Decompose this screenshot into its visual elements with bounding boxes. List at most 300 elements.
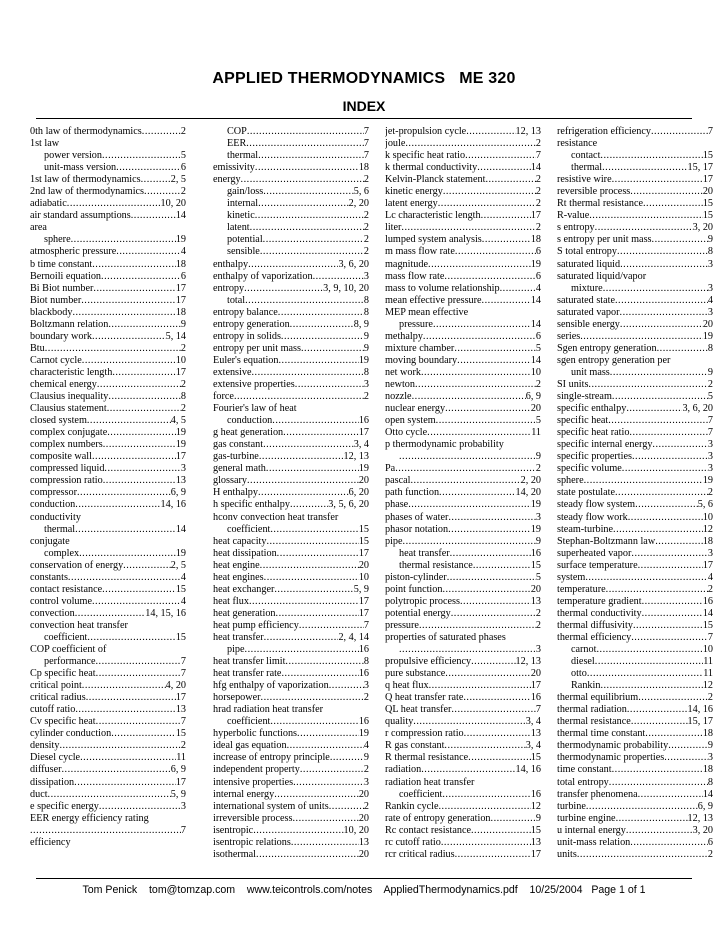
index-entry [385, 801, 541, 813]
leader-dots [577, 849, 708, 861]
leader-dots [93, 283, 175, 295]
index-entry [557, 475, 713, 487]
index-term: chemical energy [30, 378, 97, 390]
index-term: refrigeration efficiency [557, 126, 651, 137]
index-term: series [557, 330, 581, 342]
index-page-ref: 15 [175, 631, 186, 643]
index-entry [557, 415, 713, 427]
index-entry [557, 391, 713, 403]
leader-dots [103, 439, 176, 451]
index-page-ref: 2 [363, 391, 369, 403]
index-term: rc cutoff ratio [385, 836, 441, 848]
leader-dots [142, 126, 181, 138]
index-term: area [30, 222, 47, 234]
index-entry [30, 475, 186, 487]
index-page-ref: 2 [535, 186, 541, 198]
index-page-ref: 2 [180, 126, 186, 137]
footer-divider [36, 878, 692, 879]
index-term: mass flow rate [385, 270, 445, 282]
index-entry [213, 512, 369, 524]
leader-dots [442, 584, 530, 596]
index-page-ref: 3, 4 [525, 716, 541, 728]
index-entry [30, 777, 186, 789]
index-term: newton [385, 378, 415, 390]
leader-dots [588, 379, 707, 391]
index-term: mixture [571, 282, 603, 294]
leader-dots [102, 150, 181, 162]
leader-dots [45, 343, 181, 355]
leader-dots [612, 391, 708, 403]
index-term: complex numbers [30, 439, 103, 451]
index-term: contact [571, 150, 601, 162]
leader-dots [116, 246, 181, 258]
leader-dots [75, 608, 146, 620]
index-entry [557, 138, 713, 150]
page-title: APPLIED THERMODYNAMICS ME 320 [212, 70, 516, 87]
index-term: steady flow system [557, 499, 636, 511]
index-term: piston-cylinder [385, 571, 447, 583]
leader-dots [255, 162, 359, 174]
leader-dots [299, 620, 364, 632]
index-entry [557, 777, 713, 789]
index-term: steam-turbine [557, 523, 614, 535]
index-term: extensive properties [213, 378, 295, 390]
index-entry [385, 596, 541, 608]
index-term: Sgen entropy generation [557, 342, 657, 354]
index-term: conjugate [30, 535, 70, 547]
index-entry [213, 427, 369, 439]
index-entry [557, 740, 713, 752]
index-term: specific enthalpy [557, 403, 627, 415]
index-page-ref: 2 [535, 378, 541, 390]
index-entry [30, 789, 186, 801]
index-entry [30, 415, 186, 427]
index-entry [557, 307, 713, 319]
index-term: thermal resistance [399, 559, 473, 571]
index-term: heat generation [213, 607, 276, 619]
index-term: gas constant [213, 439, 264, 451]
index-entry [385, 427, 541, 439]
index-entry [385, 259, 541, 271]
index-entry [30, 668, 186, 680]
index-term: resistive wire [557, 174, 612, 186]
index-page-ref: 3 [707, 258, 713, 270]
index-page-ref: 6 [535, 330, 541, 342]
leader-dots [263, 186, 353, 198]
leader-dots [68, 572, 181, 584]
index-page-ref: 11 [531, 427, 541, 439]
leader-dots [626, 403, 682, 415]
index-entry [213, 704, 369, 716]
leader-dots [408, 499, 531, 511]
index-entry [385, 198, 541, 210]
leader-dots [464, 728, 531, 740]
index-entry [213, 319, 369, 331]
index-page-ref: 8 [180, 391, 186, 403]
index-term: heat exchanger [213, 583, 275, 595]
index-entry [213, 475, 369, 487]
leader-dots [638, 789, 703, 801]
index-page-ref: 3 [363, 378, 369, 390]
index-page-ref: 13 [530, 836, 541, 848]
index-page-ref: 15, 17 [687, 716, 713, 728]
index-term: extensive [213, 366, 252, 378]
index-page-ref: 4 [180, 571, 186, 583]
index-entry [557, 246, 713, 258]
index-entry [557, 186, 713, 198]
index-entry [213, 740, 369, 752]
index-term: point function [385, 583, 443, 595]
index-entry [213, 259, 369, 271]
index-entry [385, 777, 541, 789]
leader-dots [630, 837, 708, 849]
index-entry [557, 367, 713, 379]
index-entry [385, 331, 541, 343]
leader-dots [620, 319, 703, 331]
index-page-ref: 7 [363, 150, 369, 162]
index-term: thermal resistance [557, 716, 631, 728]
index-entry [213, 620, 369, 632]
index-page-ref: 12, 13 [687, 812, 713, 824]
leader-dots [329, 680, 364, 692]
leader-dots [276, 608, 359, 620]
index-entry [557, 716, 713, 728]
index-term: propulsive efficiency [385, 656, 472, 668]
index-page-ref: 14, 16 [160, 499, 186, 511]
index-page-ref: 5, 14 [165, 330, 186, 342]
index-page-ref: 6 [180, 270, 186, 282]
index-page-ref: 3 [707, 282, 713, 294]
index-page-ref: 8 [363, 294, 369, 306]
index-column-1 [30, 126, 186, 849]
index-entry [30, 162, 186, 174]
leader-dots [471, 825, 531, 837]
index-entry [30, 259, 186, 271]
index-page-ref: 5 [535, 415, 541, 427]
index-page-ref: 3, 9, 10, 20 [323, 282, 369, 294]
index-page-ref: 7 [180, 716, 186, 728]
leader-dots [443, 186, 536, 198]
leader-dots [627, 704, 688, 716]
index-term: independent property [213, 764, 300, 776]
index-page-ref: 3 [180, 463, 186, 475]
index-entry [213, 403, 369, 415]
index-page-ref: 5, 9 [353, 583, 369, 595]
index-term: R-value [557, 210, 590, 222]
index-entry [557, 403, 713, 415]
index-term: closed system [30, 415, 87, 427]
index-term: pressure [385, 619, 419, 631]
index-entry [385, 319, 541, 331]
index-entry [30, 439, 186, 451]
index-term: enthalpy [213, 258, 249, 270]
leader-dots [313, 271, 364, 283]
index-term: density [30, 740, 60, 752]
index-entry [557, 668, 713, 680]
index-entry [213, 234, 369, 246]
index-page-ref: 7 [707, 126, 713, 137]
index-term: Rankin cycle [385, 800, 439, 812]
index-page-ref: 3 [363, 270, 369, 282]
index-page-ref: 15 [702, 198, 713, 210]
index-term: g heat generation [213, 427, 284, 439]
leader-dots [71, 234, 176, 246]
index-term: air standard assumptions [30, 210, 131, 222]
leader-dots [95, 656, 180, 668]
index-entry [30, 764, 186, 776]
index-entry [30, 801, 186, 813]
leader-dots [281, 668, 358, 680]
index-term: compressed liquid [30, 463, 105, 475]
index-term: unit mass [571, 366, 610, 378]
index-term: units [557, 848, 577, 860]
index-entry [557, 499, 713, 511]
leader-dots [281, 331, 364, 343]
index-term: pipe [385, 535, 403, 547]
index-page-ref: 17 [530, 210, 541, 222]
index-page-ref: 10, 20 [160, 198, 186, 210]
index-term: Kelvin-Planck statement [385, 174, 486, 186]
index-page-ref: 2 [363, 234, 369, 246]
index-page-ref: 3, 5, 6, 20 [328, 499, 369, 511]
index-entry [385, 849, 541, 861]
index-page-ref: 5, 6 [353, 186, 369, 198]
index-term: liter [385, 222, 402, 234]
index-page-ref: 3, 20 [692, 222, 713, 234]
index-term: kinetic energy [385, 186, 443, 198]
index-page-ref: 5 [535, 342, 541, 354]
index-term: turbine engine [557, 812, 616, 824]
index-page-ref: 16 [358, 415, 369, 427]
index-term: specific heat [557, 415, 609, 427]
index-page-ref: 7 [363, 619, 369, 631]
index-term: conduction [30, 499, 76, 511]
index-term: radiation [385, 764, 422, 776]
index-column-2 [213, 126, 369, 861]
index-entry [385, 150, 541, 162]
index-page-ref: 19 [358, 728, 369, 740]
index-entry [30, 487, 186, 499]
index-entry [557, 259, 713, 271]
leader-dots [421, 367, 531, 379]
index-column-4 [557, 126, 713, 861]
index-entry [30, 512, 186, 524]
index-entry [385, 403, 541, 415]
index-page-ref: 13 [358, 836, 369, 848]
leader-dots [399, 451, 536, 463]
leader-dots [448, 524, 531, 536]
index-term: saturated vapor [557, 306, 620, 318]
index-page-ref: 20 [358, 848, 369, 860]
index-entry [213, 198, 369, 210]
index-entry [30, 427, 186, 439]
index-term: kinetic [227, 210, 255, 222]
index-entry [213, 126, 369, 138]
index-term: intensive properties [213, 776, 294, 788]
index-page-ref: 15 [702, 619, 713, 631]
leader-dots [108, 319, 181, 331]
index-entry [213, 307, 369, 319]
index-page-ref: 4 [707, 571, 713, 583]
leader-dots [450, 548, 531, 560]
leader-dots [266, 536, 358, 548]
index-term: entropy per unit mass [213, 342, 301, 354]
index-entry [213, 560, 369, 572]
index-term: sphere [44, 234, 71, 246]
index-term: sgen entropy generation per [557, 354, 671, 366]
index-page-ref: 10 [702, 644, 713, 656]
index-entry [30, 210, 186, 222]
leader-dots [436, 415, 536, 427]
index-term: hrad radiation heat transfer [213, 704, 324, 716]
index-page-ref: 16 [358, 644, 369, 656]
index-entry [30, 620, 186, 632]
index-term: heat flux [213, 595, 249, 607]
index-term: phase [385, 499, 409, 511]
leader-dots [144, 186, 181, 198]
index-entry [30, 283, 186, 295]
index-term: compression ratio [30, 475, 103, 487]
index-entry [30, 222, 186, 234]
index-term: q heat flux [385, 680, 429, 692]
leader-dots [600, 680, 702, 692]
index-term: polytropic process [385, 595, 460, 607]
index-entry [30, 740, 186, 752]
index-term: enthalpy of vaporization [213, 270, 313, 282]
index-entry [557, 644, 713, 656]
index-entry [385, 764, 541, 776]
index-term: Cp specific heat [30, 668, 96, 680]
index-term: rate of entropy generation [385, 812, 491, 824]
leader-dots [460, 596, 531, 608]
index-entry [213, 246, 369, 258]
index-page-ref: 4 [180, 595, 186, 607]
leader-dots [444, 271, 535, 283]
leader-dots [96, 716, 181, 728]
index-page-ref: 3 [180, 800, 186, 812]
index-page-ref: 2 [707, 583, 713, 595]
leader-dots [589, 210, 703, 222]
index-term: phases of water [385, 511, 449, 523]
index-term: magnitude [385, 258, 429, 270]
index-page-ref: 2 [180, 403, 186, 415]
index-entry [557, 584, 713, 596]
index-page-ref: 19 [358, 463, 369, 475]
index-term: otto [571, 668, 587, 680]
index-term: heat transfer [213, 631, 264, 643]
page-subtitle: INDEX [342, 98, 386, 114]
leader-dots [74, 777, 176, 789]
index-entry [557, 271, 713, 283]
index-term: thermal time constant [557, 728, 646, 740]
index-term: complex [44, 547, 80, 559]
leader-dots [266, 463, 359, 475]
leader-dots [481, 210, 531, 222]
index-entry [30, 704, 186, 716]
leader-dots [87, 415, 171, 427]
index-entry [30, 391, 186, 403]
index-entry [385, 536, 541, 548]
index-page-ref: 3, 20 [692, 824, 713, 836]
index-term: nozzle [385, 391, 412, 403]
leader-dots [630, 186, 703, 198]
leader-dots [67, 198, 161, 210]
leader-dots [415, 379, 536, 391]
index-entry [385, 451, 541, 463]
index-entry [385, 632, 541, 644]
index-term: compressor [30, 487, 77, 499]
index-entry [557, 849, 713, 861]
index-term: gain/loss [227, 186, 264, 198]
index-term: coefficient [399, 788, 443, 800]
index-page-ref: 5 [180, 150, 186, 162]
index-entry [385, 704, 541, 716]
leader-dots [664, 752, 708, 764]
index-entry [385, 126, 541, 138]
leader-dots [610, 367, 708, 379]
index-page-ref: 9 [363, 752, 369, 764]
leader-dots [455, 246, 536, 258]
index-page-ref: 19 [530, 258, 541, 270]
index-entry [557, 813, 713, 825]
index-page-ref: 15, 17 [687, 162, 713, 174]
index-term: state postulate [557, 487, 615, 499]
leader-dots [587, 668, 703, 680]
index-term: dissipation [30, 776, 75, 788]
index-term: m mass flow rate [385, 246, 455, 258]
index-entry [557, 343, 713, 355]
index-page-ref: 20 [530, 583, 541, 595]
index-page-ref: 5, 9 [170, 788, 186, 800]
index-page-ref: 11 [176, 752, 186, 764]
index-term: lumped system analysis [385, 234, 482, 246]
leader-dots [246, 138, 364, 150]
index-page-ref: 15 [175, 583, 186, 595]
index-entry [385, 283, 541, 295]
leader-dots [86, 692, 176, 704]
index-page-ref: 3 [707, 547, 713, 559]
index-page-ref: 3, 4 [353, 439, 369, 451]
index-term: Stephan-Boltzmann law [557, 535, 656, 547]
index-page-ref: 3, 4 [525, 740, 541, 752]
index-term: Bernoili equation [30, 270, 102, 282]
leader-dots [638, 692, 708, 704]
index-term: thermodynamic probability [557, 740, 669, 752]
leader-dots [274, 789, 359, 801]
index-page-ref: 10, 20 [343, 824, 369, 836]
leader-dots [330, 752, 364, 764]
index-entry [557, 692, 713, 704]
leader-dots [258, 487, 349, 499]
index-entry [557, 596, 713, 608]
index-term: sphere [557, 475, 584, 487]
index-page-ref: 14 [702, 788, 713, 800]
index-term: Clausius statement [30, 403, 107, 415]
index-page-ref: 19 [530, 499, 541, 511]
index-entry [557, 825, 713, 837]
leader-dots [595, 222, 693, 234]
leader-dots [62, 764, 171, 776]
leader-dots [615, 295, 708, 307]
index-entry [213, 632, 369, 644]
index-page-ref: 14 [530, 354, 541, 366]
index-page-ref: 2 [535, 619, 541, 631]
index-entry [385, 608, 541, 620]
index-entry [30, 126, 186, 138]
index-page-ref: 2 [535, 463, 541, 475]
index-entry [557, 837, 713, 849]
index-entry [30, 752, 186, 764]
